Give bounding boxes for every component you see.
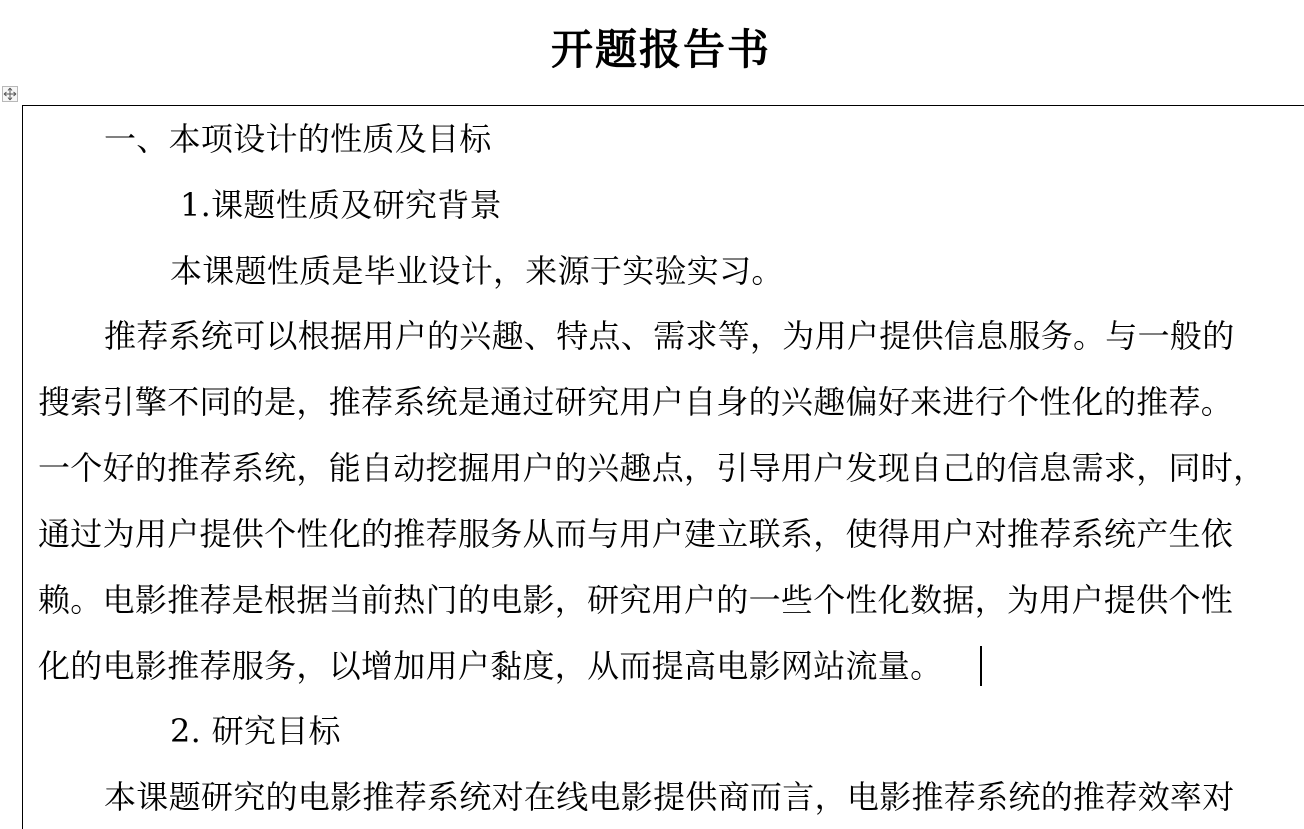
section-heading: 一、本项设计的性质及目标 (104, 120, 492, 158)
subsection-heading-1: 1.课题性质及研究背景 (180, 186, 502, 224)
paragraph-goal-line: 本课题研究的电影推荐系统对在线电影提供商而言，电影推荐系统的推荐效率对 (104, 778, 1235, 816)
paragraph-background-line: 通过为用户提供个性化的推荐服务从而与用户建立联系，使得用户对推荐系统产生依 (38, 515, 1234, 553)
paragraph-background-line: 搜索引擎不同的是，推荐系统是通过研究用户自身的兴趣偏好来进行个性化的推荐。 (38, 383, 1234, 421)
paragraph-background-line: 一个好的推荐系统，能自动挖掘用户的兴趣点，引导用户发现自己的信息需求，同时， (38, 449, 1266, 487)
paragraph-nature: 本课题性质是毕业设计，来源于实验实习。 (170, 252, 784, 290)
subsection-heading-2: 2. 研究目标 (170, 712, 341, 750)
table-move-handle-icon[interactable] (2, 86, 18, 102)
paragraph-background-line: 赖。电影推荐是根据当前热门的电影，研究用户的一些个性化数据，为用户提供个性 (38, 581, 1234, 619)
text-cursor (980, 646, 982, 686)
document-title: 开题报告书 (550, 25, 771, 74)
paragraph-background-line: 推荐系统可以根据用户的兴趣、特点、需求等，为用户提供信息服务。与一般的 (104, 317, 1235, 355)
paragraph-background-line: 化的电影推荐服务，以增加用户黏度，从而提高电影网站流量。 (38, 647, 943, 685)
